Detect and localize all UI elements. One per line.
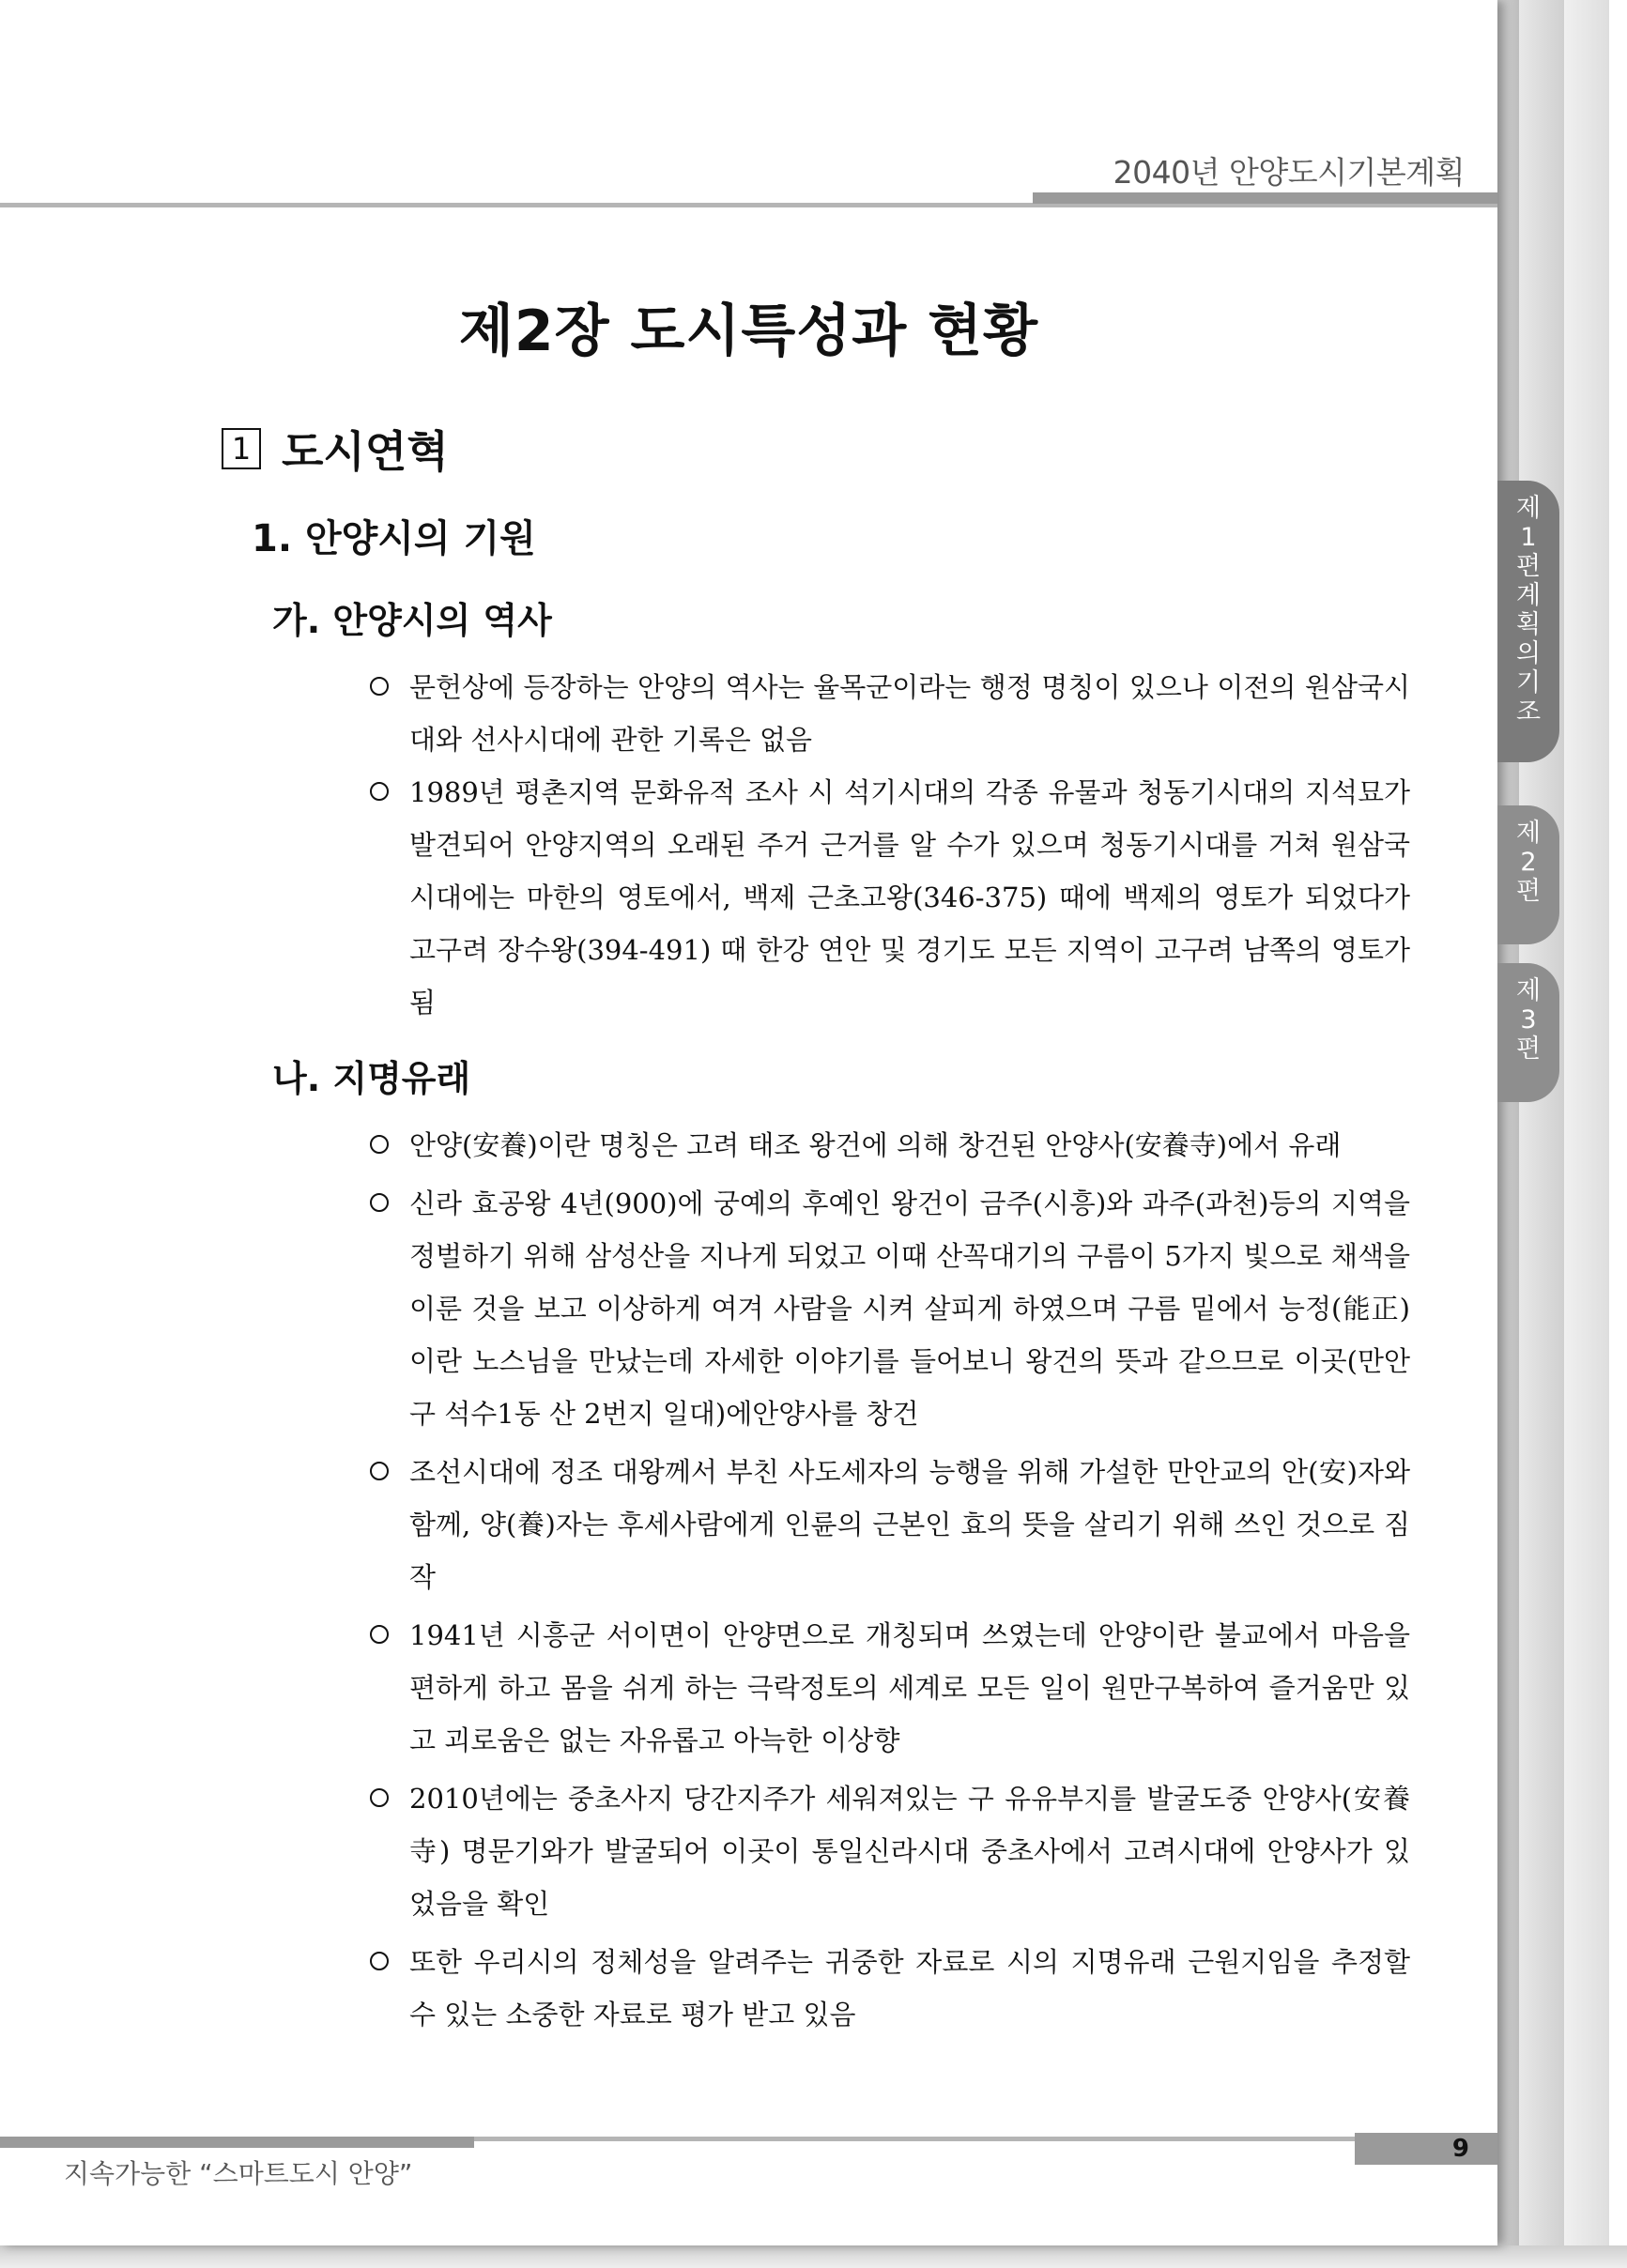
tab-char: 조 bbox=[1515, 697, 1542, 727]
section-heading bbox=[222, 418, 449, 480]
bullet-item: 조선시대에 정조 대왕께서 부친 사도세자의 능행을 위해 가설한 만안교의 안(安)자와 함께, 양(養)자는 후세사람에게 인륜의 근본인 효의 뜻을 살리기 위해 쓰인 것으로 짐작 bbox=[368, 1446, 1410, 1603]
circle-bullet-icon bbox=[370, 1135, 389, 1154]
footer-accent-bar bbox=[0, 2137, 474, 2148]
page-edge-strip bbox=[1497, 0, 1519, 2268]
bullet-item: 2010년에는 중초사지 당간지주가 세워져있는 구 유유부지를 발굴도중 안양사(安養寺) 명문기와가 발굴되어 이곳이 통일신라시대 중초사에서 고려시대에 안양사가 있었음을 확인 bbox=[368, 1772, 1410, 1930]
circle-bullet-icon bbox=[370, 782, 389, 801]
circle-bullet-icon bbox=[370, 1462, 389, 1480]
section-number-box: 1 bbox=[222, 428, 261, 469]
bullet-item: 신라 효공왕 4년(900)에 궁예의 후예인 왕건이 금주(시흥)와 과주(과천)등의 지역을 정벌하기 위해 삼성산을 지나게 되었고 이때 산꼭대기의 구름이 5가지 빛으로 채색을 이룬 것을 보고 이상하게 여겨 사람을 시켜 살피게 하였으며 구름 밑에서 능정(能正)이란 노스님을 만났는데 자세한 이야기를 들어보니 왕건의 뜻과 같으므로 이곳(만안구 석수1동 산 2번지 일대)에안양사를 창건 bbox=[368, 1177, 1410, 1440]
bullet-item: 또한 우리시의 정체성을 알려주는 귀중한 자료로 시의 지명유래 근원지임을 추정할 수 있는 소중한 자료로 평가 받고 있음 bbox=[368, 1936, 1410, 2041]
running-footer: 지속가능한 “스마트도시 안양” bbox=[64, 2158, 413, 2189]
circle-bullet-icon bbox=[370, 677, 389, 696]
tab-char: 제 bbox=[1515, 976, 1542, 1005]
page-bottom-shadow bbox=[0, 2245, 1627, 2268]
tab-char: 의 bbox=[1515, 639, 1542, 668]
tab-char: 제 bbox=[1515, 494, 1542, 523]
tab-char: 계 bbox=[1515, 581, 1542, 610]
circle-bullet-icon bbox=[370, 1952, 389, 1970]
bullet-item: 안양(安養)이란 명칭은 고려 태조 왕건에 의해 창건된 안양사(安養寺)에서 유래 bbox=[368, 1119, 1410, 1172]
circle-bullet-icon bbox=[370, 1788, 389, 1807]
chapter-title: 제2장 도시특성과 현황 bbox=[458, 299, 1039, 364]
tab-char: 편 bbox=[1515, 552, 1542, 581]
tab-char: 1 bbox=[1520, 523, 1537, 552]
page-edge-strip bbox=[1564, 0, 1609, 2268]
tab-char: 획 bbox=[1515, 610, 1542, 639]
tab-char: 기 bbox=[1515, 668, 1542, 697]
tab-char: 3 bbox=[1520, 1005, 1537, 1034]
history-heading: 가. 안양시의 역사 bbox=[272, 600, 552, 641]
history-bullet-list bbox=[368, 661, 1410, 1029]
circle-bullet-icon bbox=[370, 1625, 389, 1644]
page-number: 9 bbox=[1355, 2133, 1497, 2165]
running-header: 2040년 안양도시기본계획 bbox=[1113, 154, 1465, 191]
tab-char: 편 bbox=[1515, 1034, 1542, 1064]
circle-bullet-icon bbox=[370, 1193, 389, 1212]
tab-char: 제 bbox=[1515, 819, 1542, 848]
subsection-heading: 1. 안양시의 기원 bbox=[252, 517, 536, 560]
page-edge-strip bbox=[1519, 0, 1564, 2268]
tab-char: 편 bbox=[1515, 877, 1542, 906]
tab-char: 2 bbox=[1520, 848, 1537, 877]
origin-bullet-list bbox=[368, 1119, 1410, 2046]
section-title: 도시연혁 bbox=[282, 426, 449, 477]
tab-part-1[interactable] bbox=[1497, 481, 1559, 762]
tab-part-3[interactable] bbox=[1497, 963, 1559, 1102]
tab-part-2[interactable] bbox=[1497, 805, 1559, 944]
bullet-item: 문헌상에 등장하는 안양의 역사는 율목군이라는 행정 명칭이 있으나 이전의 원삼국시대와 선사시대에 관한 기록은 없음 bbox=[368, 661, 1410, 766]
header-accent-bar bbox=[1033, 192, 1497, 204]
bullet-item: 1989년 평촌지역 문화유적 조사 시 석기시대의 각종 유물과 청동기시대의 지석묘가 발견되어 안양지역의 오래된 주거 근거를 알 수가 있으며 청동기시대를 거쳐 원삼국시대에는 마한의 영토에서, 백제 근초고왕(346-375) 때에 백제의 영토가 되었다가 고구려 장수왕(394-491) 때 한강 연안 및 경기도 모든 지역이 고구려 남쪽의 영토가 됨 bbox=[368, 766, 1410, 1029]
origin-heading: 나. 지명유래 bbox=[272, 1058, 471, 1099]
bullet-item: 1941년 시흥군 서이면이 안양면으로 개칭되며 쓰였는데 안양이란 불교에서 마음을 편하게 하고 몸을 쉬게 하는 극락정토의 세계로 모든 일이 원만구복하여 즐거움만 있고 괴로움은 없는 자유롭고 아늑한 이상향 bbox=[368, 1609, 1410, 1767]
